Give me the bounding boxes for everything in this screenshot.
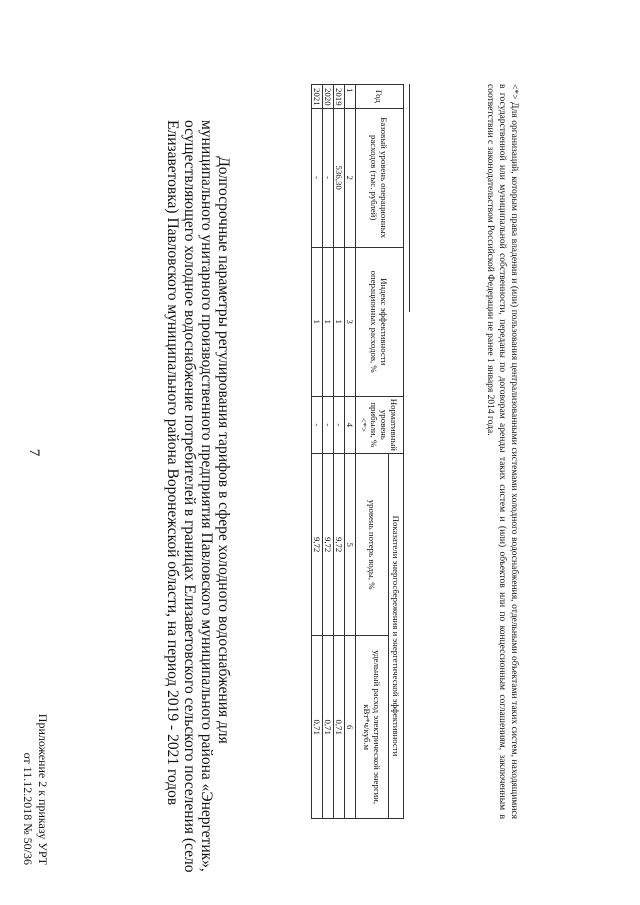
- title-line-2: муниципального унитарного производственного предприятия Павловского муниципального района «Энергетик»,: [198, 120, 215, 872]
- cell-year: 2020: [323, 85, 334, 109]
- header-year: Год: [356, 85, 404, 109]
- cell-base-level: 536,30: [334, 108, 345, 247]
- header-base-level: Базовый уровень операционных расходов (тыс. рублей): [356, 108, 404, 247]
- cell-water-loss: 9,72: [334, 453, 345, 635]
- table-row: [334, 85, 345, 819]
- header-energy-group: Показатели энергосбережения и энергетической эффективности: [389, 453, 404, 818]
- column-number: 4: [345, 396, 356, 453]
- column-number-row: [345, 85, 356, 819]
- column-number: 2: [345, 108, 356, 247]
- cell-base-level: -: [323, 108, 334, 247]
- cell-efficiency-index: 1: [312, 247, 323, 396]
- cell-efficiency-index: 1: [334, 247, 345, 396]
- title-line-4: Елизаветовка) Павловского муниципального района Воронежской области, на период 2019 - 2021 годов: [164, 120, 181, 806]
- column-number: 5: [345, 453, 356, 635]
- column-number: 1: [345, 85, 356, 109]
- footnote-divider: [409, 84, 410, 312]
- cell-specific-consumption: 0,71: [334, 636, 345, 819]
- page-number: 7: [26, 448, 42, 457]
- cell-specific-consumption: 0,71: [323, 636, 334, 819]
- column-number: 3: [345, 247, 356, 396]
- footnote: <*> Для организаций, которым права владения и (или) пользования централизованными системами холодного водоснабжения, отдельными объектами таких систем, находящимися в государственной или муниципальной собственности, переданы по договорам аренды таких систем и (или) объектов или по концессионным соглашениям, заключенным в соответствии с законодательством Российской Федерации не ранее 1 января 2014 года.: [484, 84, 519, 819]
- cell-normative-profit: -: [312, 396, 323, 453]
- tariff-parameters-table: [311, 84, 404, 819]
- header-normative-profit: Нормативный уровень прибыли, % <*>: [356, 396, 404, 453]
- header-water-loss: уровень потерь воды, %: [356, 453, 389, 635]
- cell-normative-profit: -: [334, 396, 345, 453]
- cell-water-loss: 9,72: [323, 453, 334, 635]
- appendix-line-1: Приложение 2 к приказу УРТ: [36, 713, 50, 865]
- cell-specific-consumption: 0,71: [312, 636, 323, 819]
- appendix-line-2: от 11.12.2018 № 50/36: [21, 752, 35, 865]
- document-title: [148, 120, 232, 873]
- cell-year: 2021: [312, 85, 323, 109]
- column-number: 6: [345, 636, 356, 819]
- table-row: [323, 85, 334, 819]
- title-line-1: Долгосрочные параметры регулирования тарифов в сфере холодного водоснабжения для: [215, 156, 232, 744]
- cell-year: 2019: [334, 85, 345, 109]
- cell-base-level: -: [312, 108, 323, 247]
- cell-efficiency-index: 1: [323, 247, 334, 396]
- table-row: [312, 85, 323, 819]
- header-specific-consumption: удельный расход электрической энергии, кВт*ч/куб.м: [356, 636, 389, 819]
- header-efficiency-index: Индекс эффективности операционных расходов, %: [356, 247, 404, 396]
- title-line-3: осуществляющего холодное водоснабжение потребителей в границах Елизаветовского сельского поселения (село: [181, 120, 198, 873]
- cell-water-loss: 9,72: [312, 453, 323, 635]
- cell-normative-profit: -: [323, 396, 334, 453]
